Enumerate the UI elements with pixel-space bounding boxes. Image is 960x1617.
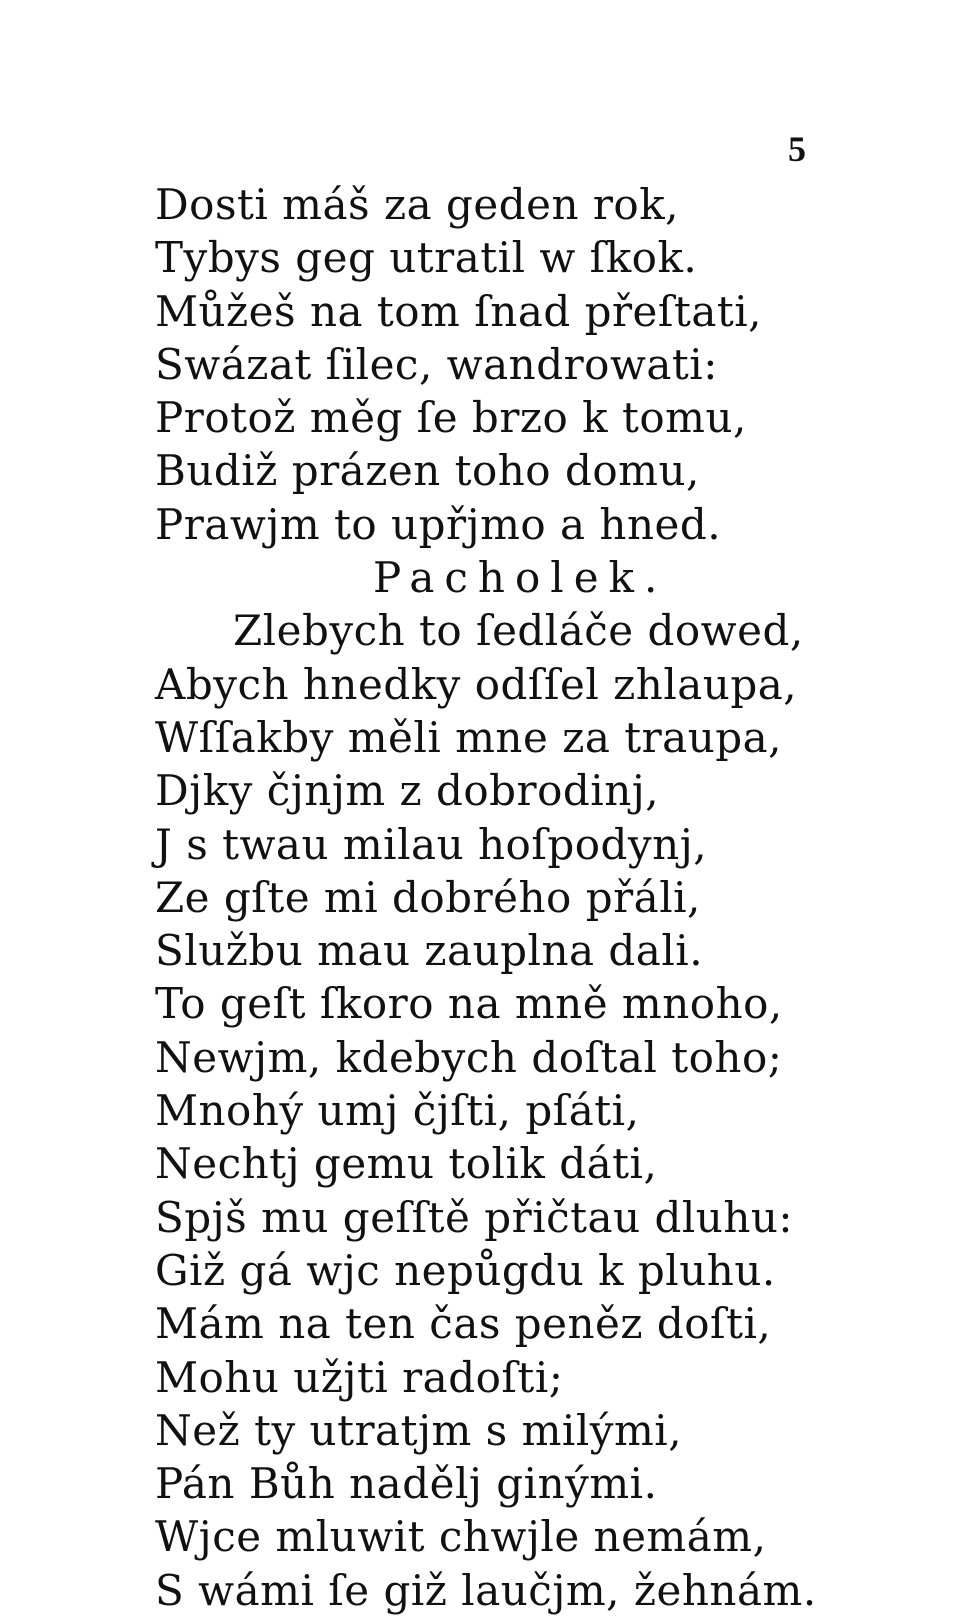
- poem-line: Nechtj gemu tolik dáti,: [155, 1139, 658, 1189]
- poem-line: Protož měg ſe brzo k tomu,: [155, 393, 747, 443]
- poem-line: Mnohý umj čjſti, pſáti,: [155, 1086, 640, 1136]
- poem-line: Spjš mu geſſtě přičtau dluhu:: [155, 1192, 794, 1242]
- poem-line: Zlebych to ſedláče dowed,: [233, 606, 804, 656]
- poem-line: Wjce mluwit chwjle nemám,: [155, 1512, 767, 1562]
- poem-line: Mohu užjti radoſti;: [155, 1352, 564, 1402]
- poem-line: Můžeš na tom ſnad přeſtati,: [155, 286, 763, 336]
- poem-line: Wſſakby měli mne za traupa,: [155, 712, 783, 762]
- poem-line: Pán Bůh nadělj ginými.: [155, 1459, 658, 1509]
- poem-text: [155, 178, 855, 1617]
- poem-line: Ze gſte mi dobrého přáli,: [155, 872, 701, 922]
- poem-line: Abych hnedky odſſel zhlaupa,: [155, 659, 798, 709]
- poem-line: Newjm, kdebych doſtal toho;: [155, 1032, 783, 1082]
- poem-line: Mám na ten čas peněz doſti,: [155, 1299, 772, 1349]
- poem-line: Giž gá wjc nepůgdu k pluhu.: [155, 1245, 776, 1295]
- poem-line: To geſt ſkoro na mně mnoho,: [155, 979, 783, 1029]
- speaker-name: Pacholek.: [373, 553, 668, 603]
- poem-line: Djky čjnjm z dobrodinj,: [155, 766, 660, 816]
- poem-line: Dosti máš za geden rok,: [155, 180, 680, 229]
- poem-line: Službu mau zauplna dali.: [155, 926, 704, 976]
- poem-line: Budiž prázen toho domu,: [155, 446, 700, 496]
- poem-line: Prawjm to upřjmo a hned.: [155, 499, 722, 549]
- poem-line: Swázat ſilec, wandrowati:: [155, 339, 718, 389]
- poem-line: J s twau milau hoſpodynj,: [155, 819, 708, 869]
- poem-line: Tybys geg utratil w ſkok.: [155, 233, 698, 283]
- poem-line: S wámi ſe giž laučjm, žehnám.: [155, 1565, 817, 1615]
- poem-line: Než ty utratjm s milými,: [155, 1405, 683, 1455]
- page-number: 5: [788, 129, 806, 169]
